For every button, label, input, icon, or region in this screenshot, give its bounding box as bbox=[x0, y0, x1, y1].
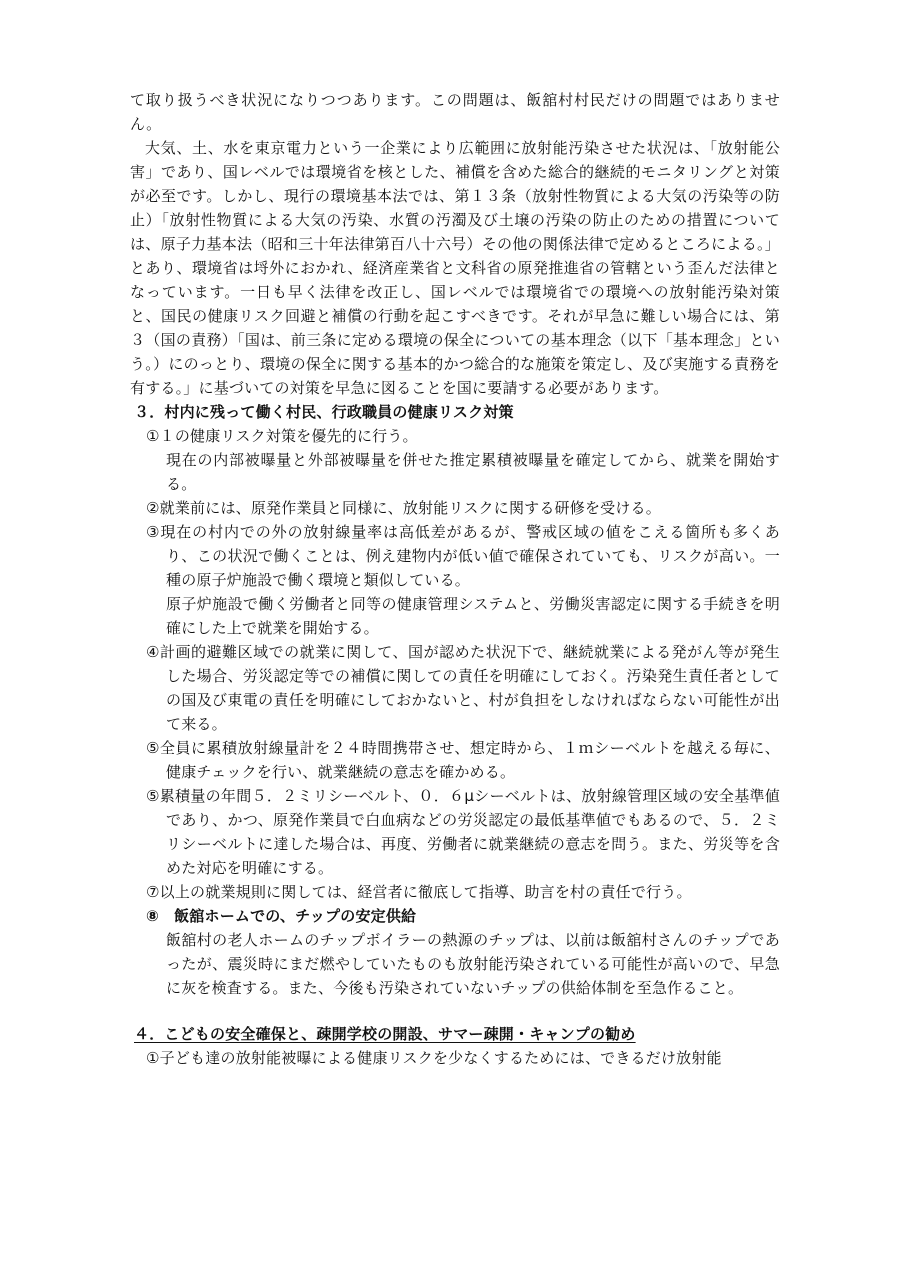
section-3-item-4: ④計画的避難区域での就業に関して、国が認めた状況下で、継続就業による発がん等が発生した場合、労災認定等での補償に関しての責任を明確にしておく。汚染発生責任者としての国及び東電の責任を明確にしておかないと、村が負担をしなければならない可能性が出て来る。 bbox=[146, 643, 780, 733]
section-4-item-1: ①子ども達の放射能被曝による健康リスクを少なくするためには、できるだけ放射能 bbox=[146, 1049, 722, 1067]
section-3-item-3: ③現在の村内での外の放射線量率は高低差があるが、警戒区域の値をこえる箇所も多くあり、この状況で働くことは、例え建物内が低い値で確保されていても、リスクが高い。一種の原子炉施設で働く環境と類似している。 bbox=[146, 523, 780, 589]
section-3-item-2: ②就業前には、原発作業員と同様に、放射能リスクに関する研修を受ける。 bbox=[146, 499, 661, 517]
intro-paragraph-1: て取り扱うべき状況になりつつあります。この問題は、飯舘村村民だけの問題ではありません。 bbox=[130, 91, 780, 133]
section-3-item-8-body: 飯舘村の老人ホームのチップボイラーの熱源のチップは、以前は飯舘村さんのチップであったが、震災時にまだ燃やしていたものも放射能汚染されている可能性が高いので、早急に灰を検査する。また、今後も汚染されていないチップの供給体制を至急作ること。 bbox=[166, 931, 780, 997]
section-3-heading: ３．村内に残って働く村民、行政職員の健康リスク対策 bbox=[134, 403, 514, 421]
section-3-item-3-detail: 原子炉施設で働く労働者と同等の健康管理システムと、労働災害認定に関する手続きを明確にした上で就業を開始する。 bbox=[166, 595, 780, 637]
section-3-item-7: ⑦以上の就業規則に関しては、経営者に徹底して指導、助言を村の責任で行う。 bbox=[146, 883, 692, 901]
section-4-heading: ４．こどもの安全確保と、疎開学校の開設、サマー疎開・キャンプの勧め bbox=[134, 1025, 636, 1043]
intro-paragraph-2: 大気、土、水を東京電力という一企業により広範囲に放射能汚染させた状況は、「放射能公害」であり、国レベルでは環境省を核とした、補償を含めた総合的継続的モニタリングと対策が必至です。しかし、現行の環境基本法では、第１３条（放射性物質による大気の汚染等の防止）「放射性物質による大気の汚染、水質の汚濁及び土壌の汚染の防止のための措置については、原子力基本法（昭和三十年法律第百八十六号）その他の関係法律で定めるところによる。」とあり、環境省は埒外におかれ、経済産業省と文科省の原発推進省の管轄という歪んだ法律となっています。一日も早く法律を改正し、国レベルでは環境省での環境への放射能汚染対策と、国民の健康リスク回避と補償の行動を起こすべきです。それが早急に難しい場合には、第３（国の責務）「国は、前三条に定める環境の保全についての基本理念（以下「基本理念」という。）にのっとり、環境の保全に関する基本的かつ総合的な施策を策定し、及び実施する責務を有する。」に基づいての対策を早急に図ることを国に要請する必要があります。 bbox=[130, 139, 780, 397]
section-3-item-5: ⑤全員に累積放射線量計を２４時間携帯させ、想定時から、１ｍシーベルトを越える毎に、健康チェックを行い、就業継続の意志を確かめる。 bbox=[146, 739, 780, 781]
document-body bbox=[130, 88, 780, 1070]
section-3-item-8-heading: ⑧ 飯舘ホームでの、チップの安定供給 bbox=[146, 907, 417, 925]
section-3-item-1: ①１の健康リスク対策を優先的に行う。 bbox=[146, 427, 418, 445]
section-3-item-6: ⑤累積量の年間５．２ミリシーベルト、０．６μシーベルトは、放射線管理区域の安全基準値であり、かつ、原発作業員で白血病などの労災認定の最低基準値でもあるので、５．２ミリシーベルトに達した場合は、再度、労働者に就業継続の意志を問う。また、労災等を含めた対応を明確にする。 bbox=[146, 787, 780, 877]
section-3-item-1-detail: 現在の内部被曝量と外部被曝量を併せた推定累積被曝量を確定してから、就業を開始する。 bbox=[166, 451, 780, 493]
